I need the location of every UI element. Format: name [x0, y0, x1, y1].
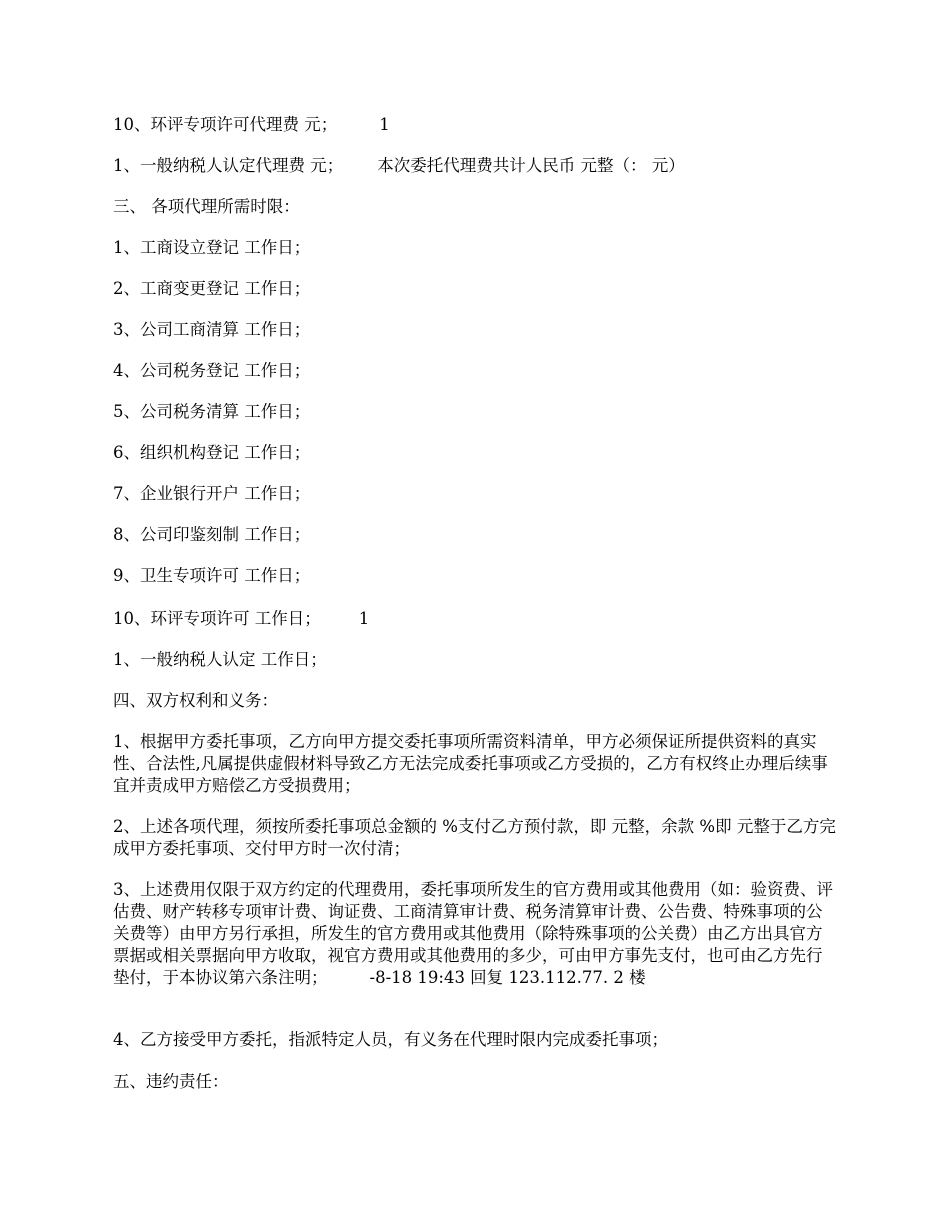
time-limit-item: 2、工商变更登记 工作日； [113, 279, 311, 298]
rights-item-1: 1、根据甲方委托事项，乙方向甲方提交委托事项所需资料清单，甲方必须保证所提供资料的真实性、合法性,凡属提供虚假材料导致乙方无法完成委托事项或乙方受损的，乙方有权终止办理后续事宜并责成甲方赔偿乙方受损费用； [113, 732, 828, 795]
rights-item-3 [113, 879, 838, 989]
reply-timestamp: -8-18 19:43 回复 [369, 968, 504, 987]
time-limit-item: 4、公司税务登记 工作日； [113, 361, 311, 380]
time-limit-item: 7、企业银行开户 工作日； [113, 484, 311, 503]
rights-item-2: 2、上述各项代理，须按所委托事项总金额的 %支付乙方预付款，即 元整，余款 %即 元整于乙方完成甲方委托事项、交付甲方时一次付清； [113, 817, 836, 858]
time-limit-item: 6、组织机构登记 工作日； [113, 443, 311, 462]
time-limit-item: 1、工商设立登记 工作日； [113, 238, 311, 257]
rights-item-4: 4、乙方接受甲方委托，指派特定人员，有义务在代理时限内完成委托事项； [113, 1030, 668, 1049]
time-limit-item: 3、公司工商清算 工作日； [113, 320, 311, 339]
time-limit-10-label: 10、环评专项许可 工作日； [113, 609, 321, 628]
time-limit-item-11: 1、一般纳税人认定 工作日； [113, 650, 327, 669]
time-limit-10-suffix: 1 [358, 609, 370, 628]
fee-item-10-suffix: 1 [379, 115, 390, 134]
fee-item-10-label: 10、环评专项许可代理费 元； [113, 115, 338, 134]
time-limit-item: 9、卫生专项许可 工作日； [113, 566, 311, 585]
fee-item-10 [113, 114, 838, 136]
reply-ip-floor: 123.112.77. 2 楼 [508, 968, 646, 987]
section-4-heading: 四、双方权利和义务： [113, 691, 278, 710]
time-limit-item: 5、公司税务清算 工作日； [113, 402, 311, 421]
time-limit-item: 8、公司印鉴刻制 工作日； [113, 525, 311, 544]
fee-total: 本次委托代理费共计人民币 元整（： 元） [377, 156, 685, 175]
section-5-heading: 五、违约责任： [113, 1072, 229, 1091]
section-3-heading: 三、 各项代理所需时限： [113, 197, 300, 216]
fee-item-1-label: 1、一般纳税人认定代理费 元； [113, 156, 344, 175]
fee-item-1 [113, 155, 853, 177]
rights-item-3-text: 3、上述费用仅限于双方约定的代理费用，委托事项所发生的官方费用或其他费用（如：验资费、评估费、财产转移专项审计费、询证费、工商清算审计费、税务清算审计费、公告费、特殊事项的公关费等）由甲方另行承担，所发生的官方费用或其他费用（除特殊事项的公关费）由乙方出具官方票据或相关票据向甲方收取，视官方费用或其他费用的多少，可由甲方事先支付，也可由乙方先行垫付，于本协议第六条注明； [113, 880, 833, 987]
time-limit-item-10 [113, 608, 838, 630]
